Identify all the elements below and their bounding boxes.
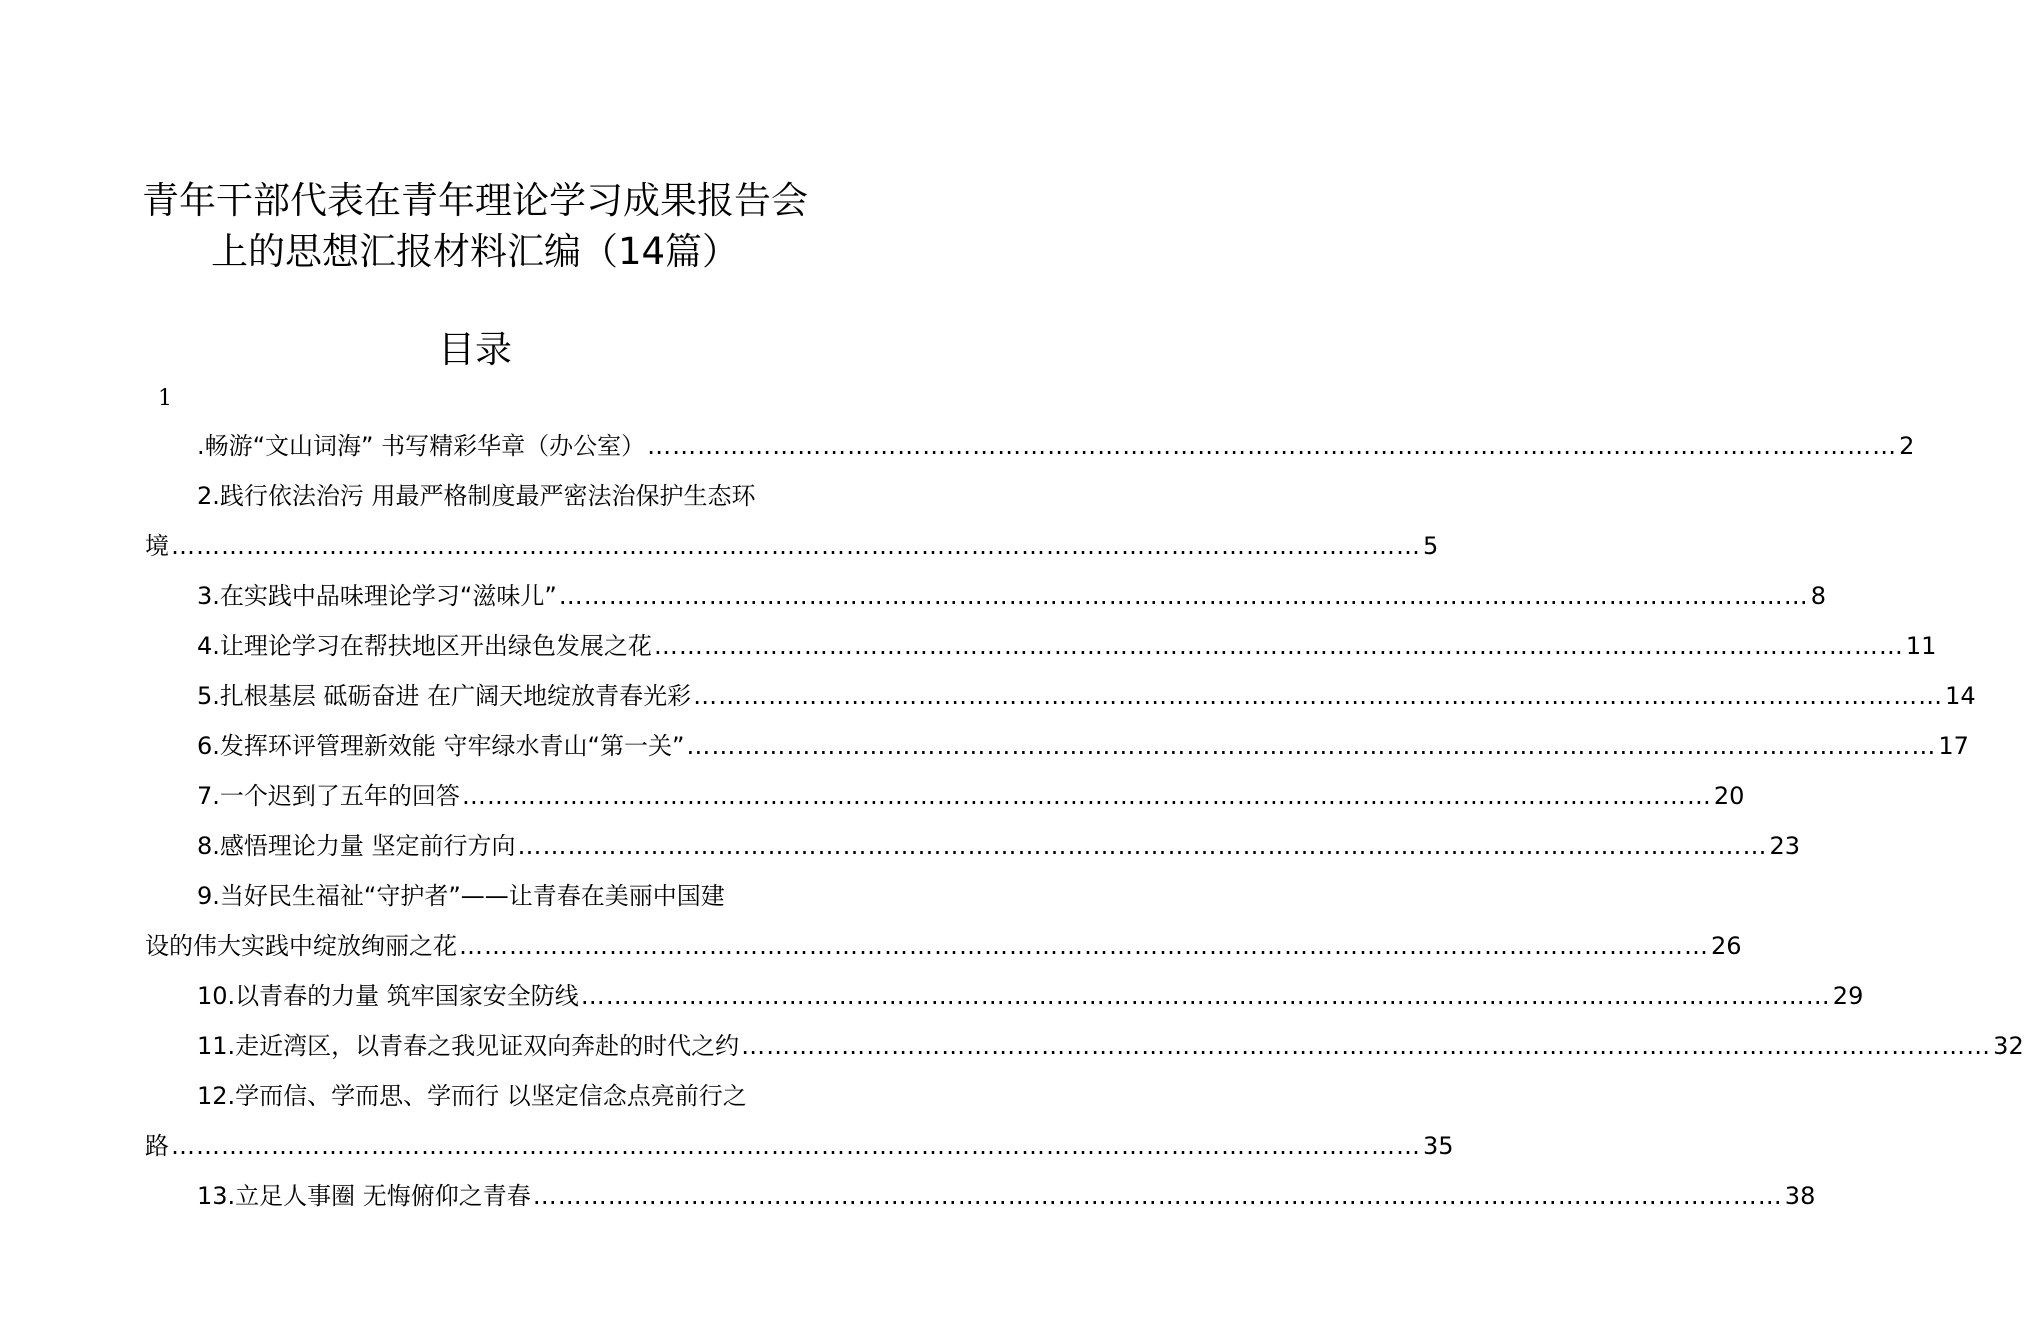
toc-entry-line[interactable] <box>145 1172 1816 1212</box>
toc-entry-line[interactable] <box>145 872 806 912</box>
dot-leader: …………………………………………………………………………………………………………………………………… <box>461 782 1712 810</box>
toc-entry-line[interactable] <box>145 622 1937 662</box>
toc-entry-title: 6.发挥环评管理新效能 守牢绿水青山“第一关” <box>197 732 685 760</box>
toc-page-number: 35 <box>1423 1132 1454 1160</box>
toc-heading: 目录 <box>438 328 512 371</box>
toc-page-number: 29 <box>1832 982 1864 1010</box>
toc-entry-title: 5.扎根基层 砥砺奋进 在广阔天地绽放青春光彩 <box>197 682 692 710</box>
dot-leader: …………………………………………………………………………………………………………………………………… <box>647 432 1898 460</box>
toc-page-number: 32 <box>1993 1032 2024 1060</box>
stray-number: 1 <box>158 386 172 411</box>
toc-entry-title-continued: 设的伟大实践中绽放绚丽之花 <box>145 932 457 960</box>
toc-entry-line[interactable] <box>145 772 1745 812</box>
toc-entry-title-continued: 路 <box>145 1132 169 1160</box>
toc-entry-line[interactable] <box>145 472 806 512</box>
toc-page-number: 2 <box>1899 432 1915 460</box>
toc-entry-line[interactable] <box>145 422 1915 462</box>
dot-leader: …………………………………………………………………………………………………………………………………… <box>558 582 1809 610</box>
toc-entry-line[interactable] <box>145 972 1864 1012</box>
dot-leader: …………………………………………………………………………………………………………………………………… <box>686 732 1937 760</box>
toc-page-number: 5 <box>1423 532 1439 560</box>
dot-leader: …………………………………………………………………………………………………………………………………… <box>517 832 1768 860</box>
toc-page-number: 17 <box>1938 732 1969 760</box>
toc-entry-line[interactable] <box>145 522 1439 562</box>
toc-page-number: 8 <box>1810 582 1827 610</box>
toc-entry-title: 11.走近湾区，以青春之我见证双向奔赴的时代之约 <box>197 1032 740 1060</box>
toc-page-number: 14 <box>1945 682 1976 710</box>
dot-leader: …………………………………………………………………………………………………………………………………… <box>171 1132 1421 1160</box>
toc-page-number: 38 <box>1784 1182 1816 1210</box>
dot-leader: …………………………………………………………………………………………………………………………………… <box>693 682 1944 710</box>
toc-entry-title: 9.当好民生福祉“守护者”——让青春在美丽中国建 <box>197 882 725 910</box>
toc-entry-line[interactable] <box>145 572 1827 612</box>
dot-leader: …………………………………………………………………………………………………………………………………… <box>532 1182 1783 1210</box>
toc-page-number: 20 <box>1713 782 1745 810</box>
toc-entry-line[interactable] <box>145 1072 806 1112</box>
toc-page-number: 11 <box>1905 632 1937 660</box>
toc-entry-title: .畅游“文山词海” 书写精彩华章（办公室） <box>197 432 646 460</box>
toc-entry-line[interactable] <box>145 1022 2024 1062</box>
toc-entry-line[interactable] <box>145 1122 1454 1162</box>
toc-entry-title-continued: 境 <box>145 532 169 560</box>
dot-leader: …………………………………………………………………………………………………………………………………… <box>741 1032 1992 1060</box>
toc-entry-line[interactable] <box>145 822 1801 862</box>
dot-leader: …………………………………………………………………………………………………………………………………… <box>580 982 1831 1010</box>
toc-page-number: 26 <box>1711 932 1742 960</box>
toc-entry-title: 12.学而信、学而思、学而行 以坚定信念点亮前行之 <box>197 1082 747 1110</box>
toc-page-number: 23 <box>1769 832 1801 860</box>
toc-entry-title: 10.以青春的力量 筑牢国家安全防线 <box>197 982 579 1010</box>
dot-leader: …………………………………………………………………………………………………………………………………… <box>459 932 1709 960</box>
dot-leader: …………………………………………………………………………………………………………………………………… <box>171 532 1421 560</box>
toc-entry-title: 3.在实践中品味理论学习“滋味儿” <box>197 582 557 610</box>
toc-entry-line[interactable] <box>145 672 1976 712</box>
toc-entry-title: 2.践行依法治污 用最严格制度最严密法治保护生态环 <box>197 482 756 510</box>
document-title-line-1: 青年干部代表在青年理论学习成果报告会 <box>142 179 808 222</box>
toc-entry-title: 4.让理论学习在帮扶地区开出绿色发展之花 <box>197 632 652 660</box>
dot-leader: …………………………………………………………………………………………………………………………………… <box>653 632 1904 660</box>
document-title-line-2: 上的思想汇报材料汇编（14篇） <box>210 230 740 273</box>
toc-entry-line[interactable] <box>145 722 1969 762</box>
toc-entry-line[interactable] <box>145 922 1742 962</box>
toc-entry-title: 13.立足人事圈 无悔俯仰之青春 <box>197 1182 531 1210</box>
toc-entry-title: 7.一个迟到了五年的回答 <box>197 782 460 810</box>
toc-entry-title: 8.感悟理论力量 坚定前行方向 <box>197 832 516 860</box>
